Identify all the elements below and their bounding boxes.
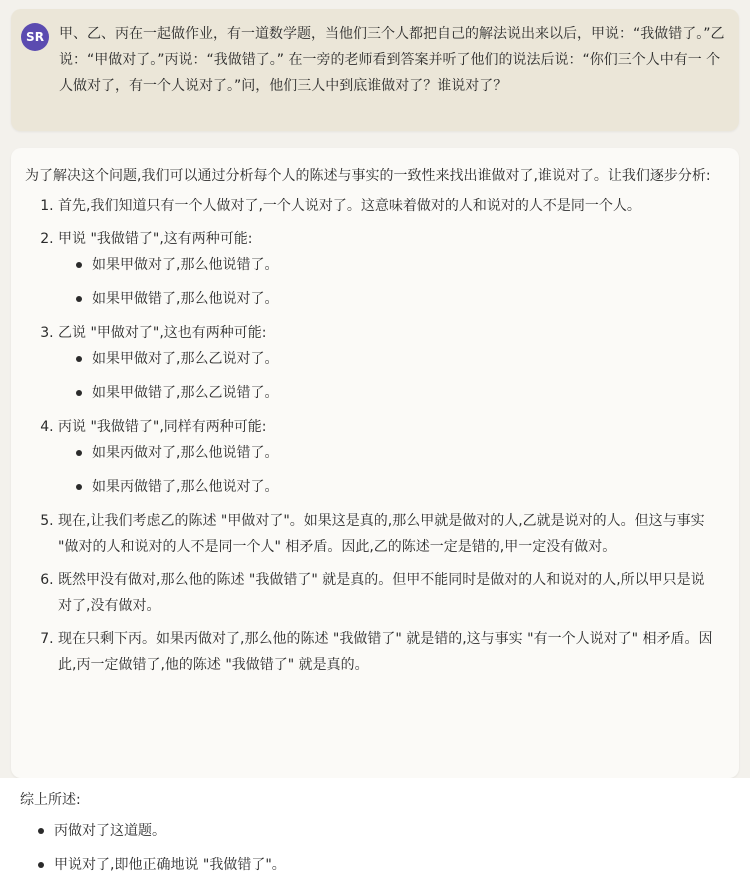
step-item <box>58 567 715 619</box>
user-message <box>11 9 739 131</box>
summary-title: 综上所述: <box>20 792 81 808</box>
step-item <box>58 508 715 560</box>
step-item <box>58 193 715 219</box>
step-item <box>58 320 715 406</box>
user-avatar: SR <box>21 23 49 51</box>
assistant-message <box>11 148 739 778</box>
sub-item: 如果甲做错了,那么乙说错了。 <box>92 380 715 406</box>
conclusion-item: 甲说对了,即他正确地说 "我做错了"。 <box>54 852 720 878</box>
step-text: 既然甲没有做对,那么他的陈述 "我做错了" 就是真的。但甲不能同时是做对的人和说对的人,所以甲只是说对了,没有做对。 <box>58 572 705 614</box>
analysis-steps <box>25 193 715 678</box>
step-item <box>58 626 715 678</box>
step-text: 甲说 "我做错了",这有两种可能: <box>58 231 253 247</box>
assistant-answer <box>25 163 715 685</box>
step-item <box>58 226 715 312</box>
step-sublist <box>58 440 715 500</box>
sub-item: 如果甲做对了,那么乙说对了。 <box>92 346 715 372</box>
user-question: 甲、乙、丙在一起做作业，有一道数学题，当他们三个人都把自己的解法说出来以后，甲说：“我做错了。”乙说：“甲做对了。”丙说：“我做错了。” 在一旁的老师看到答案并听了他们的说法后说：“你们三个人中有一 个人做对了，有一个人说对了。”问，他们三人中到底谁做对了？谁说对了？ <box>59 26 725 94</box>
conclusion-item: 丙做对了这道题。 <box>54 818 720 844</box>
step-text: 丙说 "我做错了",同样有两种可能: <box>58 419 267 435</box>
step-text: 现在只剩下丙。如果丙做对了,那么他的陈述 "我做错了" 就是错的,这与事实 "有一个人说对了" 相矛盾。因此,丙一定做错了,他的陈述 "我做错了" 就是真的。 <box>58 631 713 673</box>
step-sublist <box>58 252 715 312</box>
step-sublist <box>58 346 715 406</box>
step-text: 乙说 "甲做对了",这也有两种可能: <box>58 325 267 341</box>
summary-section <box>0 778 750 887</box>
sub-item: 如果甲做错了,那么他说对了。 <box>92 286 715 312</box>
sub-item: 如果甲做对了,那么他说错了。 <box>92 252 715 278</box>
step-text: 首先,我们知道只有一个人做对了,一个人说对了。这意味着做对的人和说对的人不是同一个人。 <box>58 198 641 214</box>
step-text: 现在,让我们考虑乙的陈述 "甲做对了"。如果这是真的,那么甲就是做对的人,乙就是说对的人。但这与事实 "做对的人和说对的人不是同一个人" 相矛盾。因此,乙的陈述一定是错的,甲一定没有做对。 <box>58 513 705 555</box>
sub-item: 如果丙做对了,那么他说错了。 <box>92 440 715 466</box>
step-item <box>58 414 715 500</box>
answer-intro: 为了解决这个问题,我们可以通过分析每个人的陈述与事实的一致性来找出谁做对了,谁说对了。让我们逐步分析: <box>25 168 711 184</box>
conclusion-list <box>20 818 720 878</box>
sub-item: 如果丙做错了,那么他说对了。 <box>92 474 715 500</box>
